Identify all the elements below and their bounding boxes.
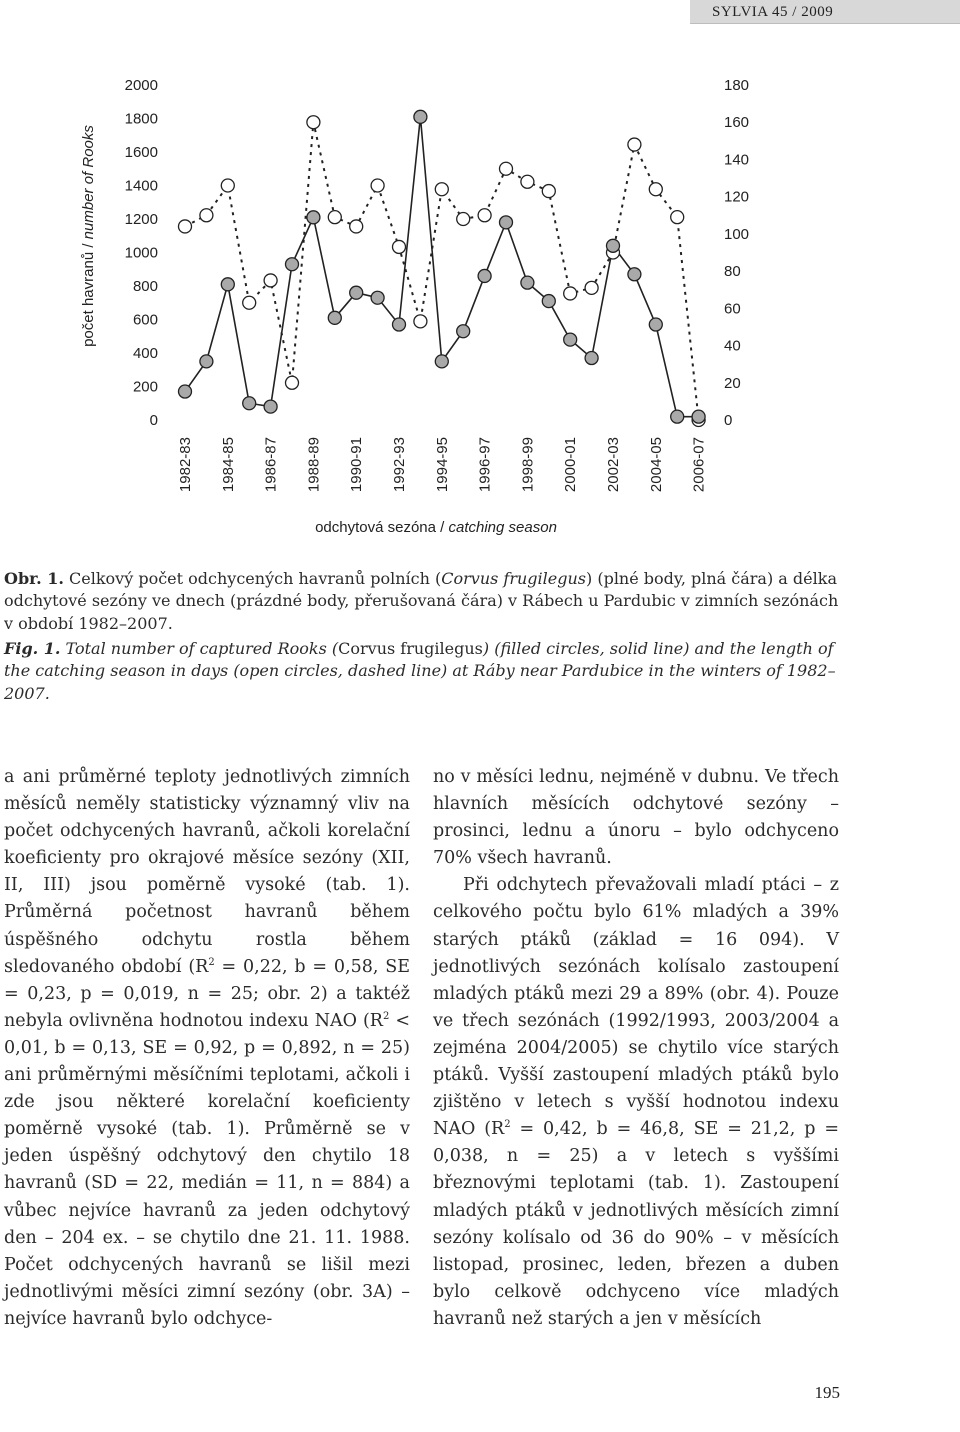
x-tick-label: 1982-83 [177,437,194,493]
caption-en-text-2: ) (filled circles, solid line) and the length of the catching season in days (open circles, dashed line) at Ráby near Pardubice in the winters of 1982–2007. [4,639,836,703]
open-circle-point [393,240,406,253]
filled-circle-point [200,355,213,368]
open-circle-point [542,185,555,198]
page-number: 195 [814,1383,840,1402]
y-right-tick-label: 80 [724,263,741,281]
x-tick-label: 1988-89 [305,437,323,493]
body-left-paragraph: a ani průměrné teploty jednotlivých zimních měsíců neměly statisticky významný vliv na počet odchycených havranů, ačkoli korelační koeficienty pro okrajové měsíce sezóny (XII, II, III) jsou poměrně vysoké (tab. 1). Průměrná početnost havranů během úspěšného odchytu rostla během sledovaného období ($R^2 = 0,22$, b = 0,58, SE = 0,23, p = 0,019, n = 25; obr. 2) a taktéž nebyla ovlivněna hodnotou indexu NAO ($R^2 < 0,01$, b = 0,13, SE = 0,92, p = 0,892, n = 25) ani průměrnými měsíčními teplotami, ačkoli i zde jsou některé korelační koeficienty poměrně vysoké (tab. 1). Průměrně se v jeden úspěšný odchytový den chytilo 18 havranů (SD = 22, medián = 11, n = 884) a vůbec nejvíce havranů za jeden odchytový den – 204 ex. – se chytilo dne 21. 11. 1988. Počet odchycených havranů se lišil mezi jednotlivými měsíci zimní sezóny (obr. 3A) – nejvíce havranů bylo odchyce- [4,767,410,1329]
y-left-tick-label: 200 [132,378,158,396]
x-tick-label: 2006-07 [690,437,708,493]
y-left-tick-label: 1800 [124,110,158,128]
y-right-tick-label: 160 [724,114,750,132]
y-axis-title [80,125,97,347]
x-tick-label: 1990-91 [348,437,366,493]
filled-circle-point [457,325,470,338]
open-circle-point [585,281,598,294]
figure-1-chart [0,0,960,545]
y-left-tick-label: 600 [132,311,158,329]
y-left-tick-label: 0 [149,412,158,429]
plot-area [179,110,706,426]
open-circle-point [435,183,448,196]
filled-circle-point [564,333,577,346]
open-circle-point [628,138,641,151]
body-column-right [433,764,839,1333]
open-circle-point [564,287,577,300]
x-tick-label: 2004-05 [647,437,665,493]
open-circle-point [521,175,534,188]
open-circle-point [179,220,192,233]
body-right-paragraph-2: Při odchytech převažovali mladí ptáci – z celkového počtu bylo 61% mladých a 39% starých ptáků (základ = 16 094). V jednotlivých sezónách kolísalo zastoupení mladých ptáků mezi 29 a 89% (obr. 4). Pouze ve třech sezónách (1992/1993, 2003/2004 a zejména 2004/2005) se chytilo více starých ptáků. Vyšší zastoupení mladých ptáků bylo zjištěno v letech s vyšší hodnotou indexu NAO ($R^2 = 0,42$, b = 46,8, SE = 21,2, p = 0,038, n = 25) a v letech s vyššími březnovými teplotami (tab. 1). Zastoupení mladých ptáků v jednotlivých měsících zimní sezóny kolísalo od 36 do 90% – v měsících listopad, prosinec, leden, březen a duben bylo celkově odchyceno více mladých havranů než starých a jen v měsících [433,875,839,1329]
y-left-tick-label: 800 [132,278,158,295]
journal-header: SYLVIA 45 / 2009 [690,0,960,24]
x-tick-label: 2002-03 [605,437,622,493]
open-circle-point [457,213,470,226]
x-tick-label: 1996-97 [476,436,494,493]
x-tick-label: 1992-93 [391,437,408,493]
caption-cz-label: Obr. 1. [4,569,64,588]
filled-circle-point [521,276,534,289]
y-axis-title-italic: number of Rooks [80,125,97,240]
x-tick-label: 1994-95 [433,437,451,493]
x-tick-label: 1998-99 [519,437,537,493]
filled-circle-point [628,268,641,281]
left-axis-labels [125,77,158,429]
caption-en-label: Fig. 1. [4,639,61,658]
caption-cz-text-2: ) (plné body, plná čára) a délka odchytové sezóny ve dnech (prázdné body, přerušovaná čára) v Rábech u Pardubic v zimních sezónách v období 1982–2007. [4,569,839,633]
y-right-tick-label: 40 [724,337,741,355]
filled-circle-point [478,269,491,282]
open-circle-point [500,162,513,175]
y-left-tick-label: 1200 [124,211,158,228]
x-tick-label: 1986-87 [262,437,280,493]
filled-circle-point [692,410,705,423]
body-right-paragraph-1: no v měsíci lednu, nejméně v dubnu. Ve třech hlavních měsících odchytové sezóny – prosinci, lednu a únoru – bylo odchyceno 70% všech havranů. [433,767,839,869]
y-left-tick-label: 2000 [124,77,158,94]
caption-en-species: Corvus frugilegus [338,639,483,658]
right-axis-labels [724,77,749,429]
open-circle-point [649,183,662,196]
filled-circle-point [371,291,384,304]
open-circle-point [221,179,234,192]
x-axis-title-regular: odchytová sezóna / [315,519,449,536]
filled-circle-point [393,318,406,331]
y-left-tick-label: 400 [132,345,158,362]
open-circle-point [200,209,213,222]
caption-cz-species: Corvus frugilegus [441,569,586,588]
filled-circle-point [671,410,684,423]
filled-circle-point [607,239,620,252]
filled-circle-point [350,286,363,299]
body-column-left [4,764,410,1333]
open-circle-point [328,211,341,224]
y-right-tick-label: 60 [724,300,741,318]
caption-cz-text-1: Celkový počet odchycených havranů polních ( [63,569,442,588]
filled-circle-point [179,385,192,398]
y-right-tick-label: 180 [724,77,750,94]
open-circle-point [414,315,427,328]
caption-english [4,638,840,705]
y-right-tick-label: 100 [724,225,750,243]
x-axis-title-italic: catching season [448,519,557,536]
filled-circle-point [328,311,341,324]
x-axis-labels [177,437,708,492]
open-circle-point [350,220,363,233]
filled-circle-point [500,216,513,229]
series-season-length-line [185,122,699,420]
filled-circle-point [286,258,299,271]
filled-circle-point [221,278,234,291]
caption-czech [4,568,840,635]
y-left-tick-label: 1000 [124,244,158,262]
open-circle-point [243,296,256,309]
filled-circle-point [435,355,448,368]
y-left-tick-label: 1600 [124,144,158,161]
open-circle-point [478,209,491,222]
x-axis-title [315,519,557,536]
open-circle-point [264,274,277,287]
open-circle-point [671,211,684,224]
series-rooks-line [185,117,699,417]
open-circle-point [286,376,299,389]
open-circle-point [307,116,320,129]
y-right-tick-label: 140 [724,151,750,169]
y-left-tick-label: 1400 [124,177,158,195]
filled-circle-point [414,110,427,123]
y-right-tick-label: 120 [724,188,750,206]
filled-circle-point [243,397,256,410]
filled-circle-point [542,295,555,308]
y-right-tick-label: 0 [724,412,733,429]
x-tick-label: 1984-85 [219,437,237,493]
y-axis-title-regular: počet havranů / [80,239,97,347]
filled-circle-point [585,352,598,365]
caption-en-text-1: Total number of captured Rooks ( [60,639,339,658]
y-right-tick-label: 20 [724,374,741,392]
open-circle-point [371,179,384,192]
filled-circle-point [649,318,662,331]
x-tick-label: 2000-01 [562,437,580,493]
filled-circle-point [307,211,320,224]
filled-circle-point [264,400,277,413]
